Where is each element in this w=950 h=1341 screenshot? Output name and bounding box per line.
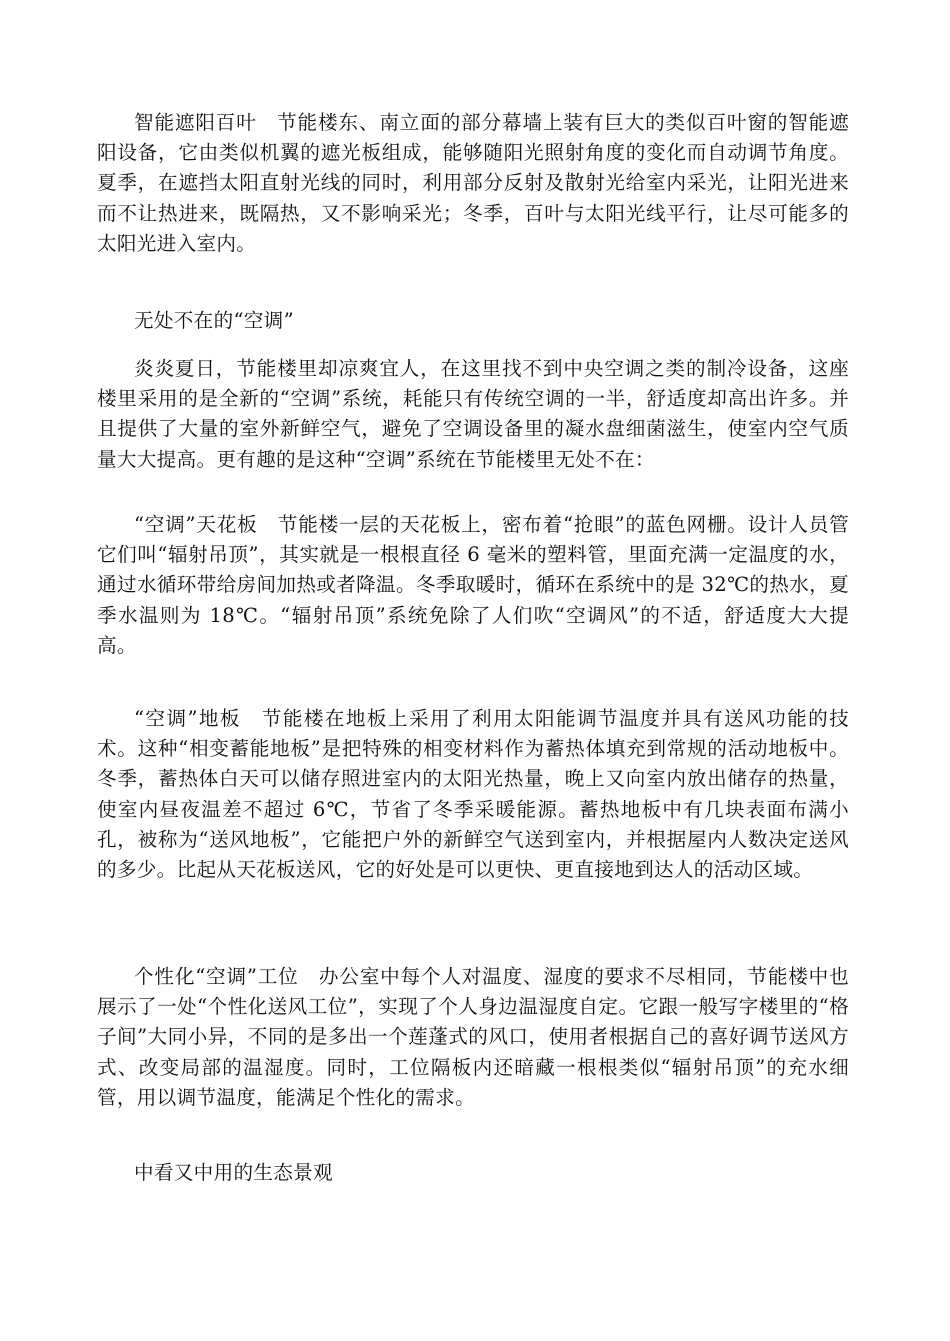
paragraph-summer-cooling: 炎炎夏日，节能楼里却凉爽宜人，在这里找不到中央空调之类的制冷设备，这座楼里采用的是全新的“空调”系统，耗能只有传统空调的一半，舒适度却高出许多。并且提供了大量的室外新鲜空气，避免了空调设备里的凝水盘细菌滋生，使室内空气质量大大提高。更有趣的是这种“空调”系统在节能楼里无处不在： xyxy=(97,357,849,471)
section-heading-landscape: 中看又中用的生态景观 xyxy=(134,1161,333,1184)
paragraph-ceiling: “空调”天花板 节能楼一层的天花板上，密布着“抢眼”的蓝色网栅。设计人员管它们叫“辐射吊顶”，其实就是一根根直径 6 毫米的塑料管，里面充满一定温度的水，通过水循环带给房间加热或者降温。冬季取暖时，循环在系统中的是 32℃的热水，夏季水温则为 18℃。“辐射吊顶”系统免除了人们吹“空调风”的不适，舒适度大大提高。 xyxy=(97,513,849,657)
paragraph-floor: “空调”地板 节能楼在地板上采用了利用太阳能调节温度并具有送风功能的技术。这种“相变蓄能地板”是把特殊的相变材料作为蓄热体填充到常规的活动地板中。冬季，蓄热体白天可以储存照进室内的太阳光热量，晚上又向室内放出储存的热量，使室内昼夜温差不超过 6℃，节省了冬季采暖能源。蓄热地板中有几块表面布满小孔，被称为“送风地板”，它能把户外的新鲜空气送到室内，并根据屋内人数决定送风的多少。比起从天花板送风，它的好处是可以更快、更直接地到达人的活动区域。 xyxy=(97,707,849,882)
paragraph-smart-sunshade: 智能遮阳百叶 节能楼东、南立面的部分幕墙上装有巨大的类似百叶窗的智能遮阳设备，它由类似机翼的遮光板组成，能够随阳光照射角度的变化而自动调节角度。夏季，在遮挡太阳直射光线的同时，利用部分反射及散射光给室内采光，让阳光进来而不让热进来，既隔热，又不影响采光；冬季，百叶与太阳光线平行，让尽可能多的太阳光进入室内。 xyxy=(97,111,849,255)
section-heading-air-conditioning: 无处不在的“空调” xyxy=(134,309,294,332)
paragraph-workstation: 个性化“空调”工位 办公室中每个人对温度、湿度的要求不尽相同，节能楼中也展示了一处“个性化送风工位”，实现了个人身边温湿度自定。它跟一般写字楼里的“格子间”大同小异，不同的是多出一个莲蓬式的风口，使用者根据自己的喜好调节送风方式、改变局部的温湿度。同时，工位隔板内还暗藏一根根类似“辐射吊顶”的充水细管，用以调节温度，能满足个性化的需求。 xyxy=(97,965,849,1109)
